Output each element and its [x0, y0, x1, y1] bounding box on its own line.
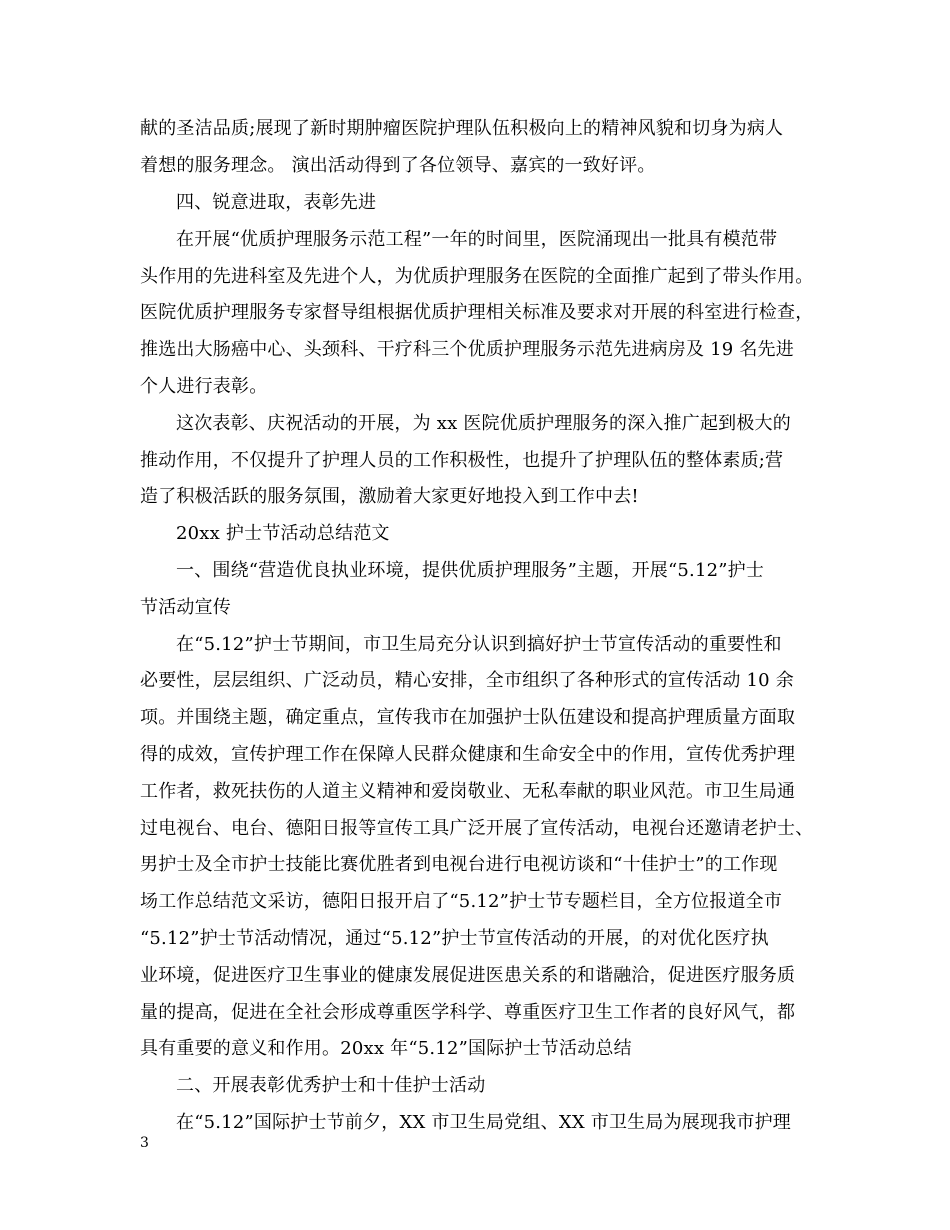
text-line-content: 推动作用，不仅提升了护理人员的工作积极性，也提升了护理队伍的整体素质;营 [140, 450, 784, 471]
text-line [0, 149, 950, 183]
text-line-content: 业环境，促进医疗卫生事业的健康发展促进医患关系的和谐融洽，促进医疗服务质 [140, 965, 796, 986]
text-line-content: 这次表彰、庆祝活动的开展，为 xx 医院优质护理服务的深入推广起到极大的 [176, 413, 791, 434]
text-line [0, 223, 950, 257]
text-line-content: 在“5.12”国际护士节前夕，XX 市卫生局党组、XX 市卫生局为展现我市护理 [176, 1112, 791, 1133]
text-line-content: 在“5.12”护士节期间，市卫生局充分认识到搞好护士节宣传活动的重要性和 [176, 634, 782, 655]
document-title [0, 517, 950, 551]
text-line-content: 过电视台、电台、德阳日报等宣传工具广泛开展了宣传活动，电视台还邀请老护士、 [140, 818, 814, 839]
text-line-content: 着想的服务理念。 演出活动得到了各位领导、嘉宾的一致好评。 [140, 155, 656, 176]
text-line-content: 推选出大肠癌中心、头颈科、干疗科三个优质护理服务示范先进病房及 19 名先进 [140, 339, 794, 360]
text-line [0, 885, 950, 919]
section-heading-text: 四、锐意进取，表彰先进 [176, 192, 377, 213]
text-line-content: 造了积极活跃的服务氛围，激励着大家更好地投入到工作中去! [140, 486, 639, 507]
text-line [0, 959, 950, 993]
text-line-content: 场工作总结范文采访，德阳日报开启了“5.12”护士节专题栏目，全方位报道全市 [140, 891, 783, 912]
text-line-content: 得的成效，宣传护理工作在保障人民群众健康和生命安全中的作用，宣传优秀护理 [140, 744, 796, 765]
text-line [0, 848, 950, 882]
text-line-content: 必要性，层层组织、广泛动员，精心安排，全市组织了各种形式的宣传活动 10 余 [140, 670, 794, 691]
text-line [0, 996, 950, 1030]
text-line [0, 260, 950, 294]
text-line-content: “5.12”护士节活动情况，通过“5.12”护士节宣传活动的开展，的对优化医疗执 [140, 928, 769, 949]
text-line [0, 701, 950, 735]
text-line-content: 献的圣洁品质;展现了新时期肿瘤医院护理队伍积极向上的精神风貌和切身为病人 [140, 118, 784, 139]
text-line [0, 591, 950, 625]
text-line [0, 1032, 950, 1066]
text-line [0, 922, 950, 956]
text-line [0, 480, 950, 514]
text-line-content: 医院优质护理服务专家督导组根据优质护理相关标准及要求对开展的科室进行检查， [140, 302, 814, 323]
text-line [0, 112, 950, 146]
text-line [0, 407, 950, 441]
text-line-content: 量的提高，促进在全社会形成尊重医学科学、尊重医疗卫生工作者的良好风气，都 [140, 1002, 796, 1023]
text-line [0, 333, 950, 367]
section-heading-text: 一、围绕“营造优良执业环境，提供优质护理服务”主题，开展“5.12”护士 [176, 560, 765, 581]
page-number: 3 [140, 1135, 149, 1151]
text-line [0, 444, 950, 478]
text-line [0, 738, 950, 772]
section-heading [0, 186, 950, 220]
text-line-content: 工作者，救死扶伤的人道主义精神和爱岗敬业、无私奉献的职业风范。市卫生局通 [140, 781, 796, 802]
text-line [0, 812, 950, 846]
text-line [0, 628, 950, 662]
text-line [0, 296, 950, 330]
text-line-content: 个人进行表彰。 [140, 376, 268, 397]
text-line-content: 具有重要的意义和作用。20xx 年“5.12”国际护士节活动总结 [140, 1038, 632, 1059]
text-line-content: 节活动宣传 [140, 597, 231, 618]
text-line [0, 775, 950, 809]
text-line [0, 664, 950, 698]
text-line-content: 在开展“优质护理服务示范工程”一年的时间里，医院涌现出一批具有模范带 [176, 229, 778, 250]
section-heading-text: 二、开展表彰优秀护士和十佳护士活动 [176, 1075, 486, 1096]
text-line-content: 男护士及全市护士技能比赛优胜者到电视台进行电视访谈和“十佳护士”的工作现 [140, 854, 778, 875]
text-line [0, 370, 950, 404]
document-title-text: 20xx 护士节活动总结范文 [176, 523, 390, 544]
text-line-content: 头作用的先进科室及先进个人，为优质护理服务在医院的全面推广起到了带头作用。 [140, 266, 814, 287]
text-line-content: 项。并围绕主题，确定重点，宣传我市在加强护士队伍建设和提高护理质量方面取 [140, 707, 796, 728]
section-heading [0, 1069, 950, 1103]
section-heading [0, 554, 950, 588]
